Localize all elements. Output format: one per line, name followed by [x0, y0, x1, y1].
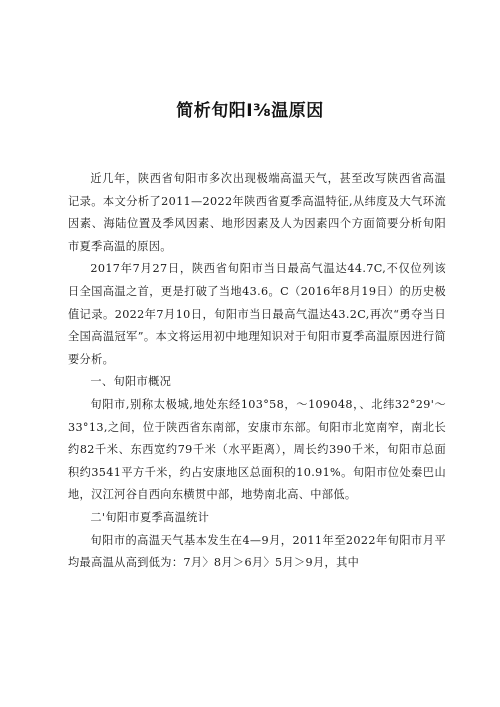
document-title: 简析旬阳I⅜温原因 [176, 101, 324, 121]
document-body [68, 168, 446, 575]
paragraph-statistics: 旬阳市的高温天气基本发生在4—9月，2011年至2022年旬阳市月平均最高温从高到低为：7月〉8月＞6月〉5月＞9月，其中 [68, 533, 446, 570]
paragraph-overview: 旬阳市,别称太极城,地处东经103°58，～109048，、北纬32°29'～33°13,之间，位于陕西省东南部，安康市东部。旬阳市北宽南窄，南北长约82千米、东西宽约79千米（水平距离），周长约390千米，旬阳市总面积约3541平方千米，约占安康地区总面积的10.91%。旬阳市位处秦巴山地，汉江河谷自西向东横贯中部，地势南北高、中部低。 [68, 397, 446, 502]
section-heading-statistics: 二'旬阳市夏季高温统计 [90, 510, 210, 524]
paragraph-background: 2017年7月27日，陕西省旬阳市当日最高气温达44.7C,不仅位列该日全国高温之首，更是打破了当地43.6。C（2016年8月19日）的历史极值记录。2022年7月10日，旬阳市当日最高气温达43.2C,再次“勇夺当日全国高温冠军”。本文将运用初中地理知识对于旬阳市夏季高温原因进行简要分析。 [68, 262, 446, 366]
section-heading-overview: 一、旬阳市概况 [90, 375, 172, 389]
paragraph-intro: 近几年，陕西省旬阳市多次出现极端高温天气，甚至改写陕西省高温记录。本文分析了2011—2022年陕西省夏季高温特征,从纬度及大气环流因素、海陆位置及季风因素、地形因素及人为因素四个方面简要分析旬阳市夏季高温的原因。 [68, 172, 446, 253]
